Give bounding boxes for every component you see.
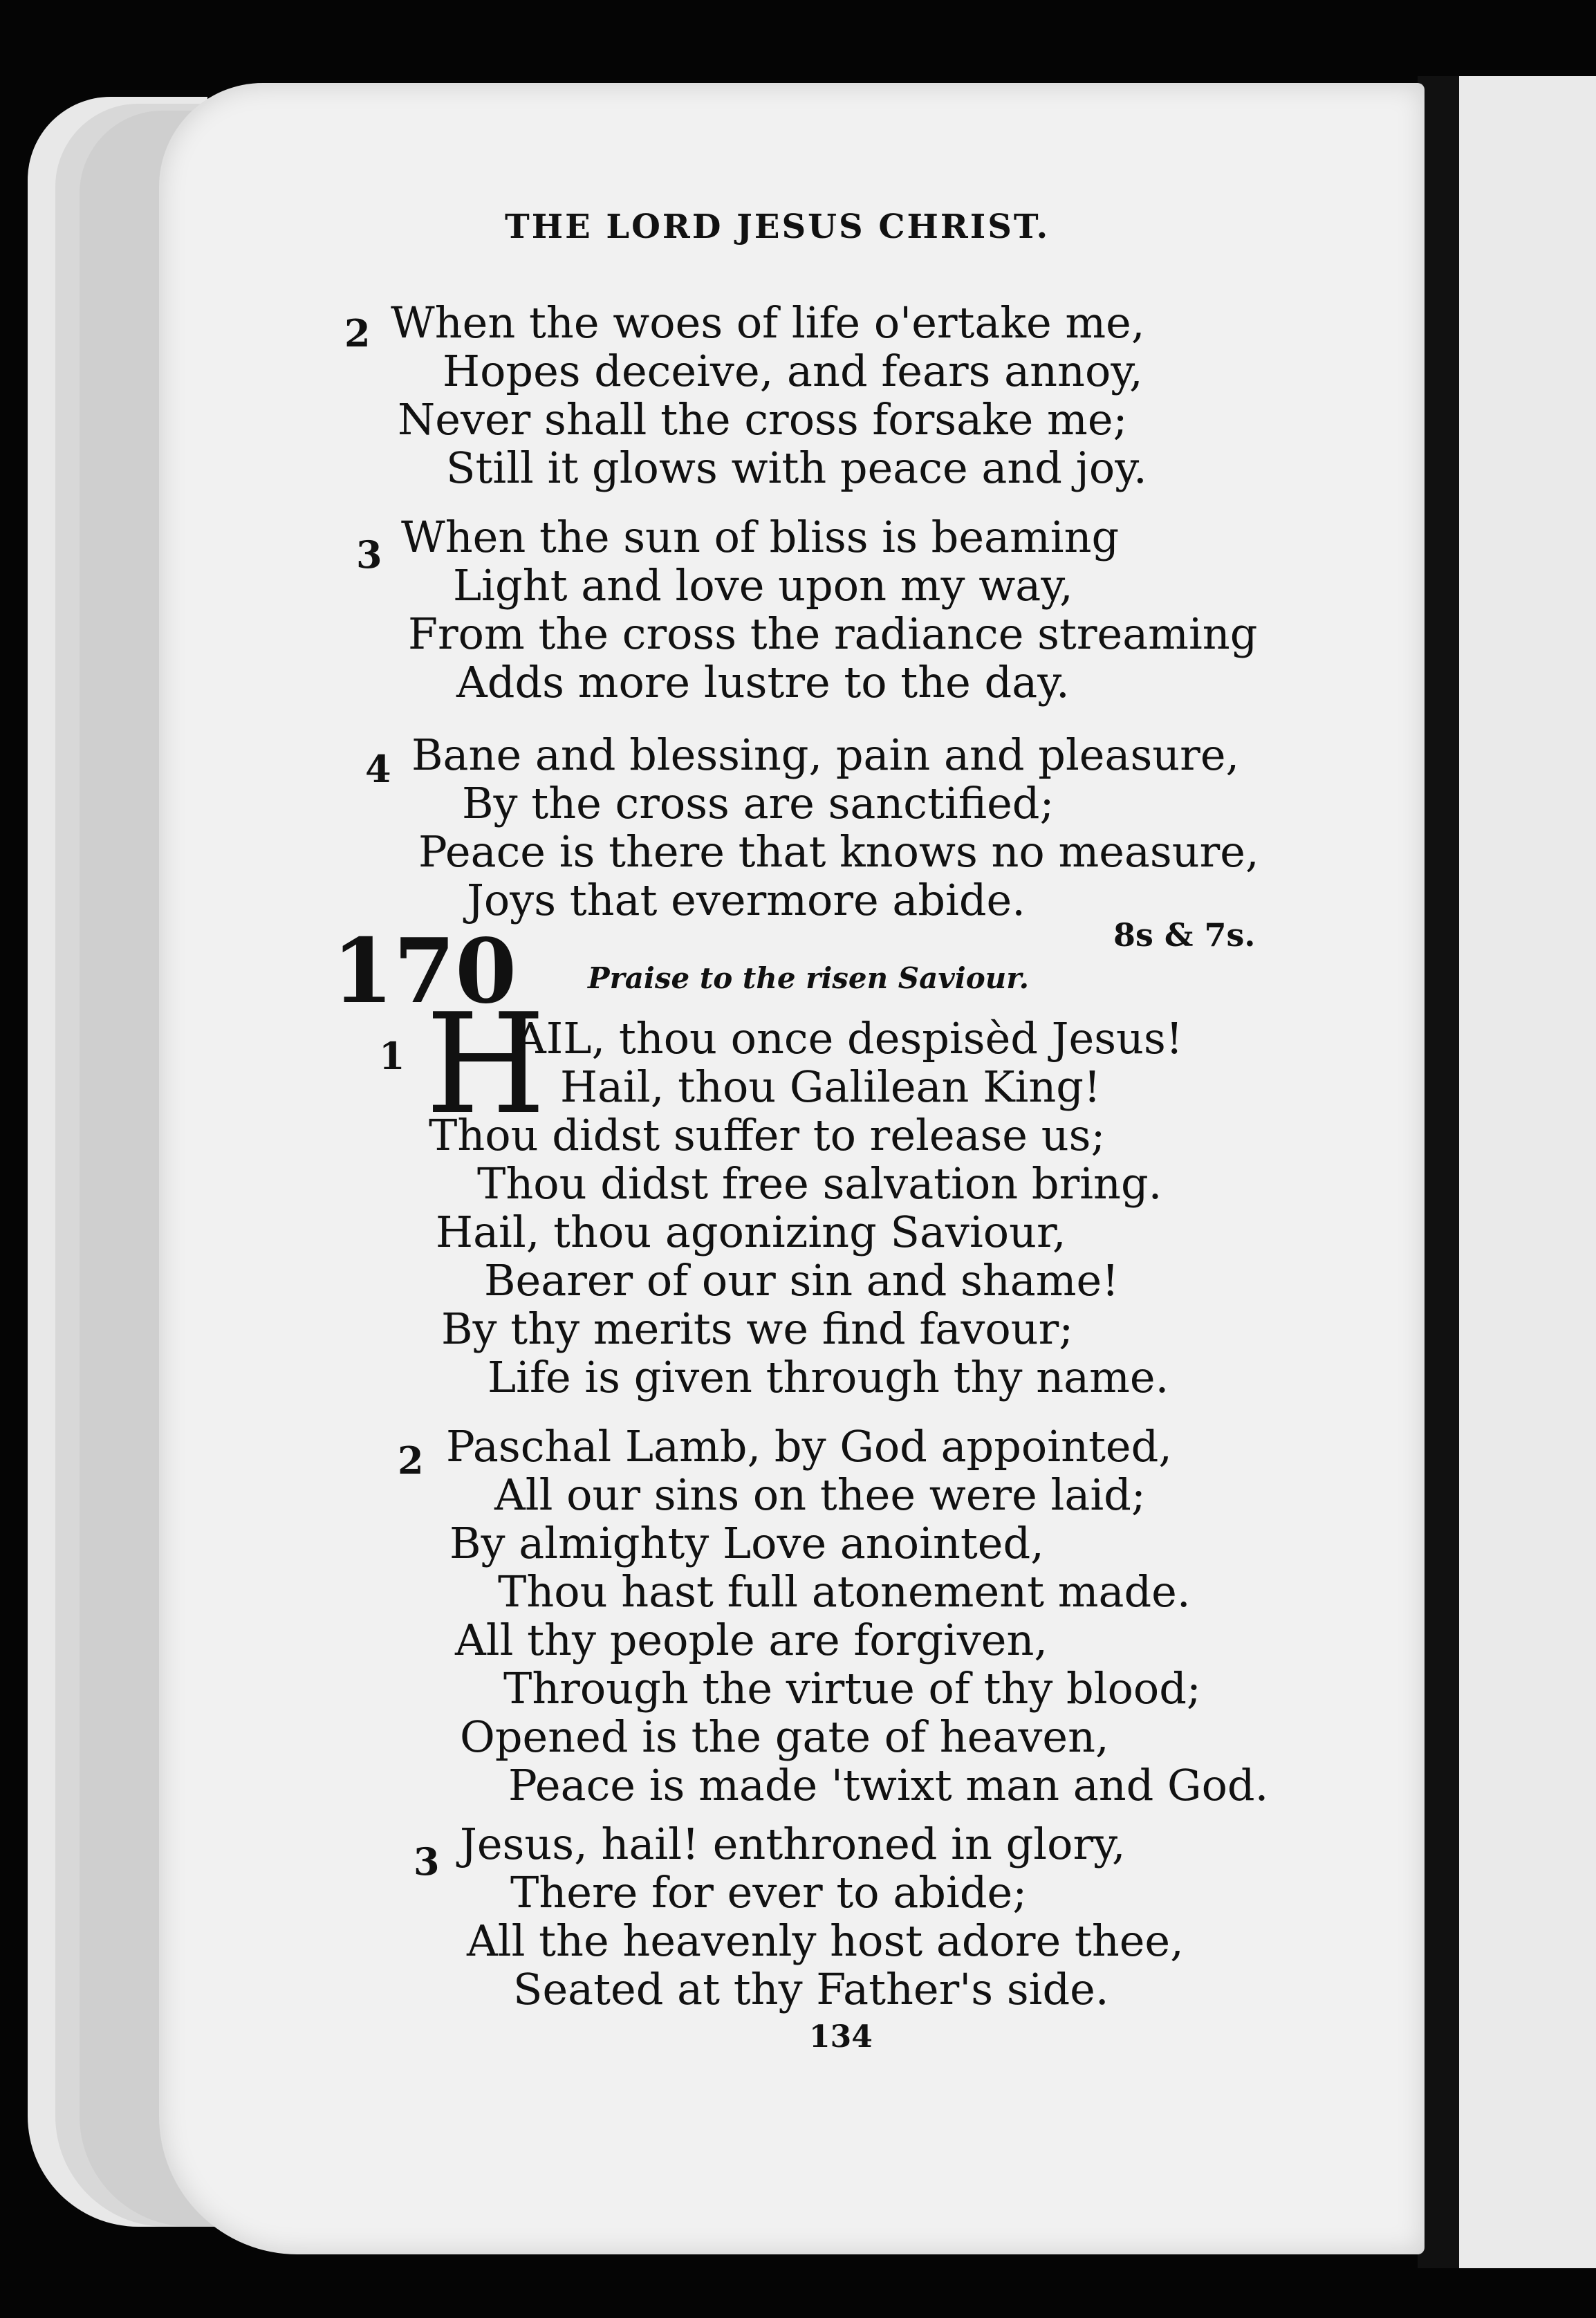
verse-line: There for ever to abide;: [510, 1867, 1028, 1918]
verse-line: Hopes deceive, and fears annoy,: [443, 346, 1143, 396]
verse-line: Never shall the cross forsake me;: [398, 394, 1128, 445]
facing-page: [1459, 76, 1596, 2268]
verse-line: Thou hast full atonement made.: [498, 1566, 1191, 1617]
verse-number: 1: [379, 1034, 405, 1078]
verse-line: By the cross are sanctified;: [462, 778, 1055, 828]
verse-line: Opened is the gate of heaven,: [460, 1712, 1109, 1762]
verse-number: 2: [398, 1438, 424, 1483]
verse-line: From the cross the radiance streaming: [408, 609, 1258, 659]
verse-number: 3: [356, 532, 382, 577]
hymn-number: 170: [332, 920, 517, 1023]
verse-line: By almighty Love anointed,: [449, 1518, 1044, 1568]
drop-cap: H: [425, 984, 546, 1145]
page-number: 134: [809, 2019, 873, 2055]
verse-line: Still it glows with peace and joy.: [446, 443, 1147, 493]
verse-line: Thou didst free salvation bring.: [477, 1158, 1162, 1209]
verse-line: All our sins on thee were laid;: [494, 1469, 1146, 1520]
verse-line: AIL, thou once despisèd Jesus!: [515, 1013, 1183, 1064]
verse-line: Hail, thou agonizing Saviour,: [436, 1207, 1066, 1257]
verse-line: Seated at thy Father's side.: [513, 1964, 1109, 2014]
verse-line: Through the virtue of thy blood;: [503, 1663, 1201, 1714]
verse-line: Hail, thou Galilean King!: [560, 1061, 1101, 1112]
verse-line: All the heavenly host adore thee,: [467, 1916, 1184, 1966]
verse-number: 2: [344, 311, 371, 355]
verse-line: Adds more lustre to the day.: [456, 657, 1070, 707]
verse-line: Bearer of our sin and shame!: [484, 1255, 1120, 1306]
verse-line: Paschal Lamb, by God appointed,: [446, 1421, 1173, 1472]
verse-line: Joys that evermore abide.: [467, 875, 1026, 925]
verse-line: Bane and blessing, pain and pleasure,: [411, 730, 1240, 780]
verse-line: Peace is there that knows no measure,: [418, 826, 1259, 877]
meter-label: 8s & 7s.: [1113, 916, 1256, 954]
verse-line: When the woes of life o'ertake me,: [391, 297, 1145, 348]
running-head: THE LORD JESUS CHRIST.: [505, 207, 1050, 246]
verse-line: Light and love upon my way,: [453, 560, 1073, 611]
verse-line: When the sun of bliss is beaming: [401, 512, 1120, 562]
verse-line: Thou didst suffer to release us;: [429, 1110, 1106, 1160]
verse-number: 4: [365, 747, 391, 791]
verse-line: Life is given through thy name.: [488, 1352, 1169, 1402]
verse-number: 3: [414, 1839, 440, 1884]
verse-line: Peace is made 'twixt man and God.: [508, 1760, 1269, 1810]
verse-line: All thy people are forgiven,: [455, 1615, 1048, 1665]
hymn-title: Praise to the risen Saviour.: [588, 961, 1030, 995]
verse-line: Jesus, hail! enthroned in glory,: [460, 1819, 1126, 1869]
verse-line: By thy merits we find favour;: [441, 1304, 1074, 1354]
